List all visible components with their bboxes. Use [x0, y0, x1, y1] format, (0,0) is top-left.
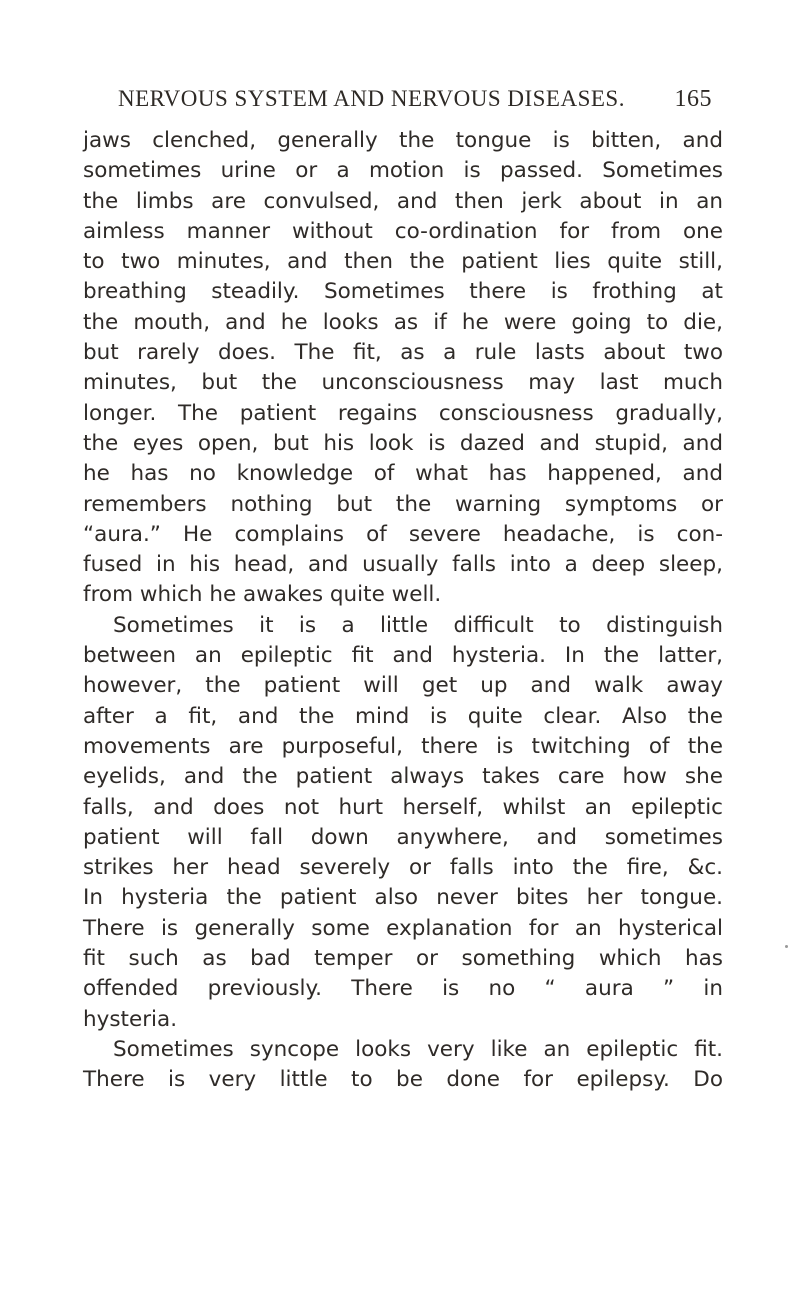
paper-speck — [785, 945, 788, 948]
text-line: movements are purposeful, there is twitching of the — [83, 733, 723, 759]
text-line: There is generally some explanation for an hysterical — [83, 915, 723, 941]
text-line: after a fit, and the mind is quite clear. Also the — [83, 703, 723, 729]
text-line: patient will fall down anywhere, and sometimes — [83, 824, 723, 850]
text-line: offended previously. There is no “ aura ” in — [83, 976, 723, 1002]
text-line: to two minutes, and then the patient lies quite still, — [83, 249, 723, 275]
text-line: he has no knowledge of what has happened, and — [83, 461, 723, 487]
page-header — [118, 86, 712, 122]
text-line: aimless manner without co-ordination for from one — [83, 218, 723, 244]
text-line: between an epileptic fit and hysteria. In the latter, — [83, 643, 723, 669]
running-head: NERVOUS SYSTEM AND NERVOUS DISEASES. — [118, 86, 625, 111]
page-number: 165 — [674, 86, 712, 112]
paragraph-start-line: Sometimes it is a little difficult to distinguish — [113, 612, 723, 638]
paragraph-start-line: Sometimes syncope looks very like an epileptic fit. — [113, 1036, 723, 1062]
text-line: falls, and does not hurt herself, whilst an epileptic — [83, 794, 723, 820]
text-line: There is very little to be done for epilepsy. Do — [83, 1067, 723, 1093]
text-line: remembers nothing but the warning symptoms or — [83, 491, 723, 517]
text-line: sometimes urine or a motion is passed. Sometimes — [83, 158, 723, 184]
body-text — [83, 126, 723, 1096]
text-line: fit such as bad temper or something which has — [83, 946, 723, 972]
text-line: the limbs are convulsed, and then jerk about in an — [83, 188, 723, 214]
text-line: “aura.” He complains of severe headache, is con- — [83, 521, 723, 547]
text-line: but rarely does. The fit, as a rule lasts about two — [83, 340, 723, 366]
text-line: the mouth, and he looks as if he were going to die, — [83, 309, 723, 335]
text-line: from which he awakes quite well. — [83, 582, 442, 608]
text-line: eyelids, and the patient always takes care how she — [83, 764, 723, 790]
text-line: breathing steadily. Sometimes there is frothing at — [83, 279, 723, 305]
text-line: strikes her head severely or falls into the fire, &c. — [83, 855, 723, 881]
text-line: longer. The patient regains consciousness gradually, — [83, 400, 723, 426]
text-line: the eyes open, but his look is dazed and stupid, and — [83, 430, 723, 456]
text-line: jaws clenched, generally the tongue is bitten, and — [83, 128, 723, 153]
text-line: hysteria. — [83, 1006, 178, 1032]
text-line: In hysteria the patient also never bites her tongue. — [83, 885, 723, 911]
text-line: minutes, but the unconsciousness may last much — [83, 370, 723, 396]
text-line: however, the patient will get up and walk away — [83, 673, 723, 699]
text-line: fused in his head, and usually falls into a deep sleep, — [83, 552, 723, 578]
